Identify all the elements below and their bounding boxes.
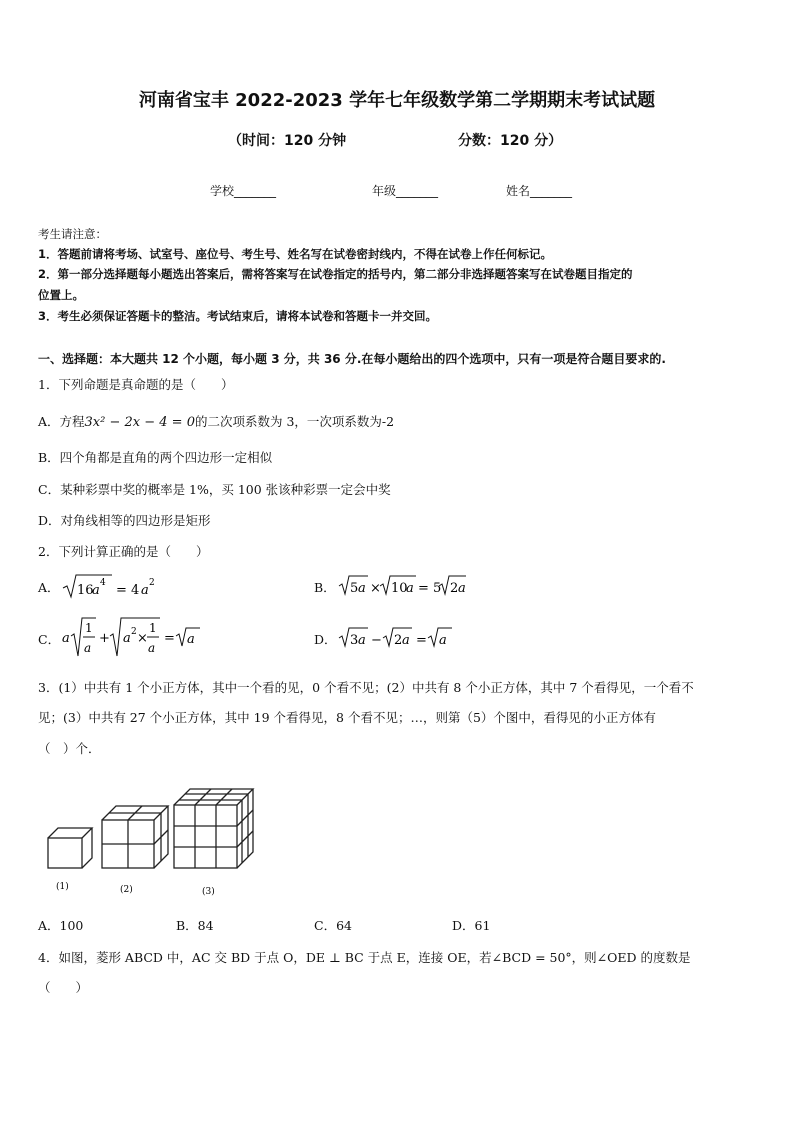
q2-b-label: B．	[314, 580, 336, 595]
grade-field: 年级_______	[372, 184, 439, 198]
q2-d-label: D．	[314, 632, 337, 647]
svg-text:a: a	[402, 633, 410, 648]
fig-label-2: (2)	[120, 885, 133, 895]
svg-text:×: ×	[370, 581, 381, 596]
svg-text:a: a	[84, 641, 92, 655]
name-field: 姓名_______	[506, 184, 573, 198]
q2-a-label: A．	[38, 580, 60, 595]
notice-item-1: 1．答题前请将考场、试室号、座位号、考生号、姓名写在试卷密封线内，不得在试卷上作任何标记。	[38, 247, 552, 261]
q2-c-label: C．	[38, 632, 61, 647]
svg-text:= 4: = 4	[116, 583, 140, 598]
section-heading: 一、选择题：本大题共 12 个小题，每小题 3 分，共 36 分.在每小题给出的四个选项中，只有一项是符合题目要求的.	[38, 352, 666, 366]
q3-line-2: 见；(3）中共有 27 个小正方体，其中 19 个看得见，8 个看不见；…，则第（5）个图中，看得见的小正方体有	[38, 710, 656, 725]
svg-text:a: a	[439, 633, 447, 648]
q1-option-c: C．某种彩票中奖的概率是 1%，买 100 张该种彩票一定会中奖	[38, 482, 391, 497]
q2-a-formula	[60, 570, 170, 602]
notice-item-3: 3．考生必须保证答题卡的整洁。考试结束后，请将本试卷和答题卡一并交回。	[38, 309, 437, 323]
q1-option-a	[38, 412, 394, 430]
q1-option-b: B．四个角都是直角的两个四边形一定相似	[38, 450, 273, 465]
svg-text:a: a	[123, 631, 131, 646]
svg-text:a: a	[358, 633, 366, 648]
svg-text:a: a	[141, 583, 149, 598]
cube-3	[174, 789, 253, 868]
svg-text:+: +	[99, 631, 110, 646]
q3-option-b: B．84	[176, 918, 214, 933]
notice-item-2-cont: 位置上。	[38, 288, 84, 302]
fig-label-3: (3)	[202, 887, 215, 897]
svg-text:3: 3	[350, 633, 359, 648]
cube-figures	[40, 775, 260, 900]
svg-text:16: 16	[77, 583, 94, 598]
q2-c-formula	[60, 612, 210, 662]
fig-label-1: (1)	[56, 882, 69, 892]
q3-option-a: A．100	[38, 918, 84, 933]
svg-text:2: 2	[131, 627, 137, 637]
svg-text:2: 2	[394, 633, 403, 648]
svg-text:10: 10	[391, 581, 408, 596]
svg-text:a: a	[92, 583, 100, 598]
q4-line-1: 4．如图，菱形 ABCD 中，AC 交 BD 于点 O，DE ⊥ BC 于点 E，连接 OE，若∠BCD = 50°，则∠OED 的度数是	[38, 950, 691, 965]
cube-1	[48, 828, 92, 868]
q1-stem: 1．下列命题是真命题的是（ ）	[38, 377, 234, 392]
svg-text:−: −	[371, 633, 382, 648]
q3-line-3: （ ）个．	[38, 741, 101, 756]
q3-line-1: 3．(1）中共有 1 个小正方体，其中一个看的见，0 个看不见；(2）中共有 8 个小正方体，其中 7 个看得见，一个看不	[38, 680, 694, 695]
q1-a-prefix: A．方程	[38, 414, 85, 429]
svg-text:5: 5	[350, 581, 359, 596]
svg-text:2: 2	[450, 581, 459, 596]
svg-text:×: ×	[137, 631, 148, 646]
svg-text:a: a	[187, 632, 195, 647]
svg-text:1: 1	[85, 621, 93, 635]
svg-text:a: a	[358, 581, 366, 596]
cube-2	[102, 806, 168, 868]
q1-option-d: D．对角线相等的四边形是矩形	[38, 513, 211, 528]
q4-line-2: （ ）	[38, 980, 89, 995]
svg-text:a: a	[148, 641, 156, 655]
school-field: 学校_______	[210, 184, 277, 198]
svg-text:a: a	[458, 581, 466, 596]
exam-score: 分数：120 分）	[458, 133, 563, 149]
svg-text:=: =	[416, 633, 427, 648]
svg-text:4: 4	[100, 578, 106, 588]
page-title: 河南省宝丰 2022-2023 学年七年级数学第二学期期末考试试题	[138, 90, 656, 111]
svg-text:1: 1	[149, 621, 157, 635]
svg-text:2: 2	[149, 578, 155, 588]
q3-option-c: C．64	[314, 918, 352, 933]
q3-option-d: D．61	[452, 918, 491, 933]
q2-b-formula	[336, 572, 466, 600]
svg-text:=: =	[164, 631, 175, 646]
q1-a-suffix: 的二次项系数为 3，一次项系数为-2	[194, 414, 395, 429]
q2-stem: 2．下列计算正确的是（ ）	[38, 544, 209, 559]
q2-d-formula	[336, 624, 466, 652]
q1-a-equation: 3x² − 2x − 4 = 0	[84, 415, 195, 430]
svg-text:a: a	[406, 581, 414, 596]
notice-item-2: 2．第一部分选择题每小题选出答案后，需将答案写在试卷指定的括号内，第二部分非选择题答案写在试卷题目指定的	[38, 267, 633, 281]
svg-text:= 5: = 5	[418, 581, 442, 596]
svg-text:a: a	[62, 631, 70, 646]
notice-heading: 考生请注意：	[38, 227, 107, 241]
exam-time: （时间：120 分钟	[228, 133, 347, 149]
